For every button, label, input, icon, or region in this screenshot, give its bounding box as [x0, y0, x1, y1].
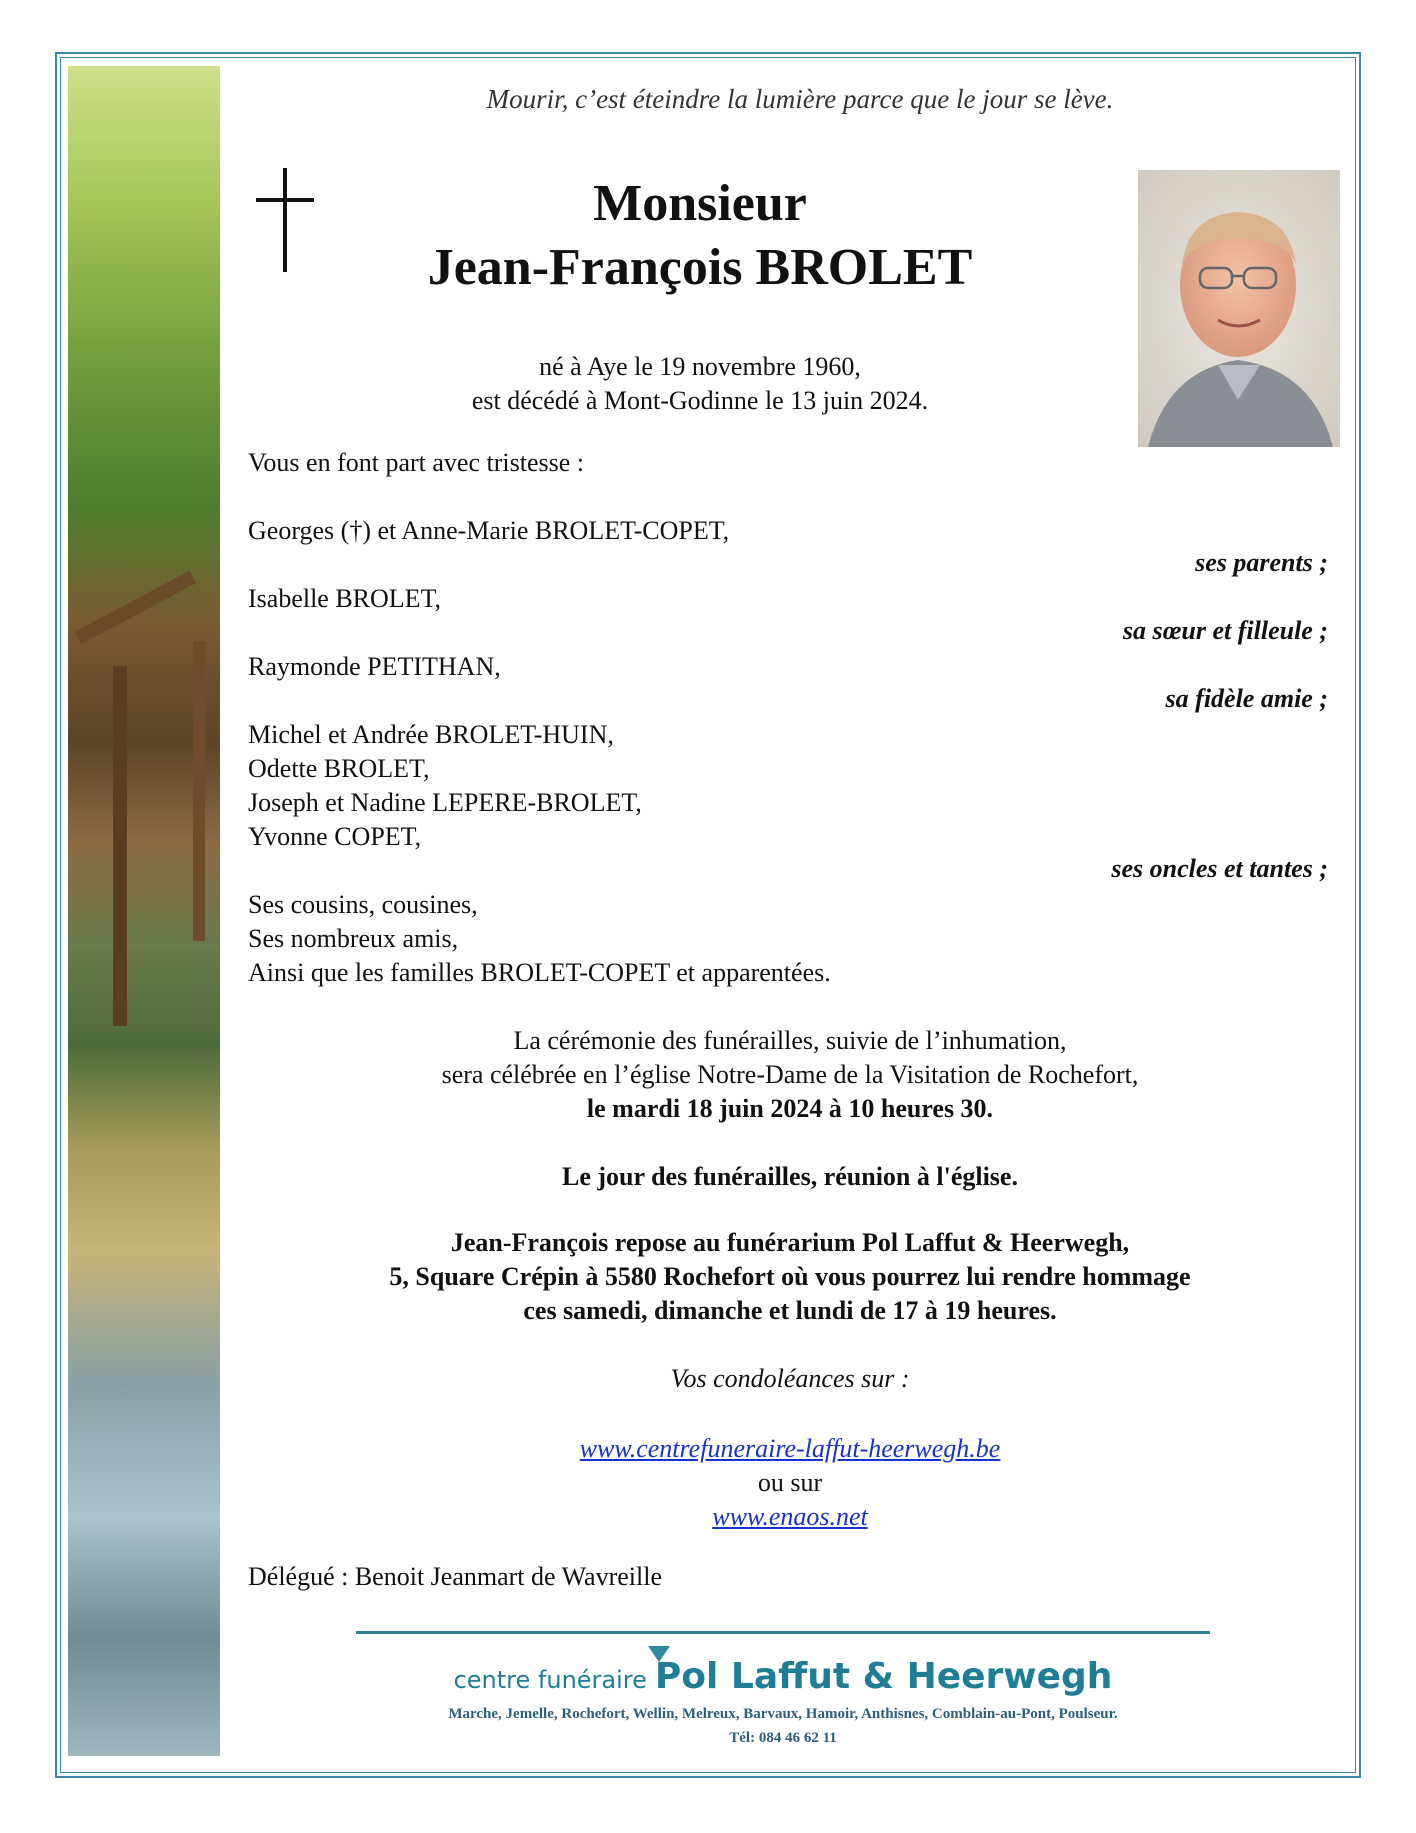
epigraph-quote: Mourir, c’est éteindre la lumière parce que le jour se lève.	[486, 84, 1114, 114]
funerarium-line: Jean-François repose au funérarium Pol Laffut & Heerwegh,	[450, 1228, 1130, 1257]
delegate-line: Délégué : Benoit Jeanmart de Wavreille	[248, 1562, 662, 1591]
ceremony-block	[250, 1024, 1330, 1126]
relation-label: ses oncles et tantes ;	[1111, 854, 1328, 883]
title-fullname: Jean-François BROLET	[427, 239, 973, 296]
other-mourners-line: Ses cousins, cousines,	[248, 890, 478, 919]
other-mourners-line: Ainsi que les familles BROLET-COPET et apparentées.	[248, 958, 831, 987]
enaos-website-link[interactable]: www.enaos.net	[712, 1502, 868, 1531]
ceremony-line: La cérémonie des funérailles, suivie de l’inhumation,	[513, 1026, 1067, 1055]
mourner-name: Yvonne COPET,	[248, 822, 422, 851]
mourner-name: Joseph et Nadine LEPERE-BROLET,	[248, 788, 642, 817]
logo-divider	[356, 1631, 1210, 1634]
funerarium-line: 5, Square Crépin à 5580 Rochefort où vous pourrez lui rendre hommage	[389, 1262, 1191, 1291]
ceremony-line: sera célébrée en l’église Notre-Dame de la Visitation de Rochefort,	[441, 1060, 1139, 1089]
mourner-name: Odette BROLET,	[248, 754, 430, 783]
condolences-label: Vos condoléances sur :	[670, 1364, 910, 1393]
other-mourners-line: Ses nombreux amis,	[248, 924, 459, 953]
relation-label: ses parents ;	[1195, 548, 1328, 577]
logo-name: Pol Laffut & Heerwegh	[654, 1656, 1113, 1697]
mourner-name: Isabelle BROLET,	[248, 584, 442, 613]
portrait-photo	[1138, 170, 1340, 447]
title-honorific: Monsieur	[593, 175, 807, 232]
mourner-name: Georges (†) et Anne-Marie BROLET-COPET,	[248, 516, 730, 545]
funerarium-line: ces samedi, dimanche et lundi de 17 à 19 heures.	[523, 1296, 1057, 1325]
condolences-links	[250, 1432, 1330, 1534]
side-landscape-photo	[68, 66, 220, 1756]
announcement-intro: Vous en font part avec tristesse :	[248, 448, 584, 477]
birth-death-info	[320, 350, 1080, 418]
logo-subtitle: centre funéraire	[453, 1666, 647, 1694]
relation-label: sa fidèle amie ;	[1165, 684, 1328, 713]
relation-label: sa sœur et filleule ;	[1122, 616, 1328, 645]
mourner-name: Raymonde PETITHAN,	[248, 652, 501, 681]
deceased-name-title	[320, 172, 1080, 300]
birth-line: né à Aye le 19 novembre 1960,	[539, 352, 861, 381]
funeral-center-website-link[interactable]: www.centrefuneraire-laffut-heerwegh.be	[579, 1434, 1001, 1463]
funerarium-block	[250, 1226, 1330, 1328]
or-text: ou sur	[757, 1468, 823, 1497]
cross-icon	[256, 168, 316, 272]
funeral-center-logo	[356, 1656, 1210, 1697]
meeting-notice: Le jour des funérailles, réunion à l'église.	[562, 1162, 1018, 1191]
death-line: est décédé à Mont-Godinne le 13 juin 2024.	[471, 386, 929, 415]
logo-towns: Marche, Jemelle, Rochefort, Wellin, Melreux, Barvaux, Hamoir, Anthisnes, Comblain-au-Pont, Poulseur.	[448, 1706, 1118, 1722]
ceremony-datetime: le mardi 18 juin 2024 à 10 heures 30.	[586, 1094, 994, 1123]
logo-phone: Tél: 084 46 62 11	[729, 1730, 837, 1746]
mourner-name: Michel et Andrée BROLET-HUIN,	[248, 720, 614, 749]
